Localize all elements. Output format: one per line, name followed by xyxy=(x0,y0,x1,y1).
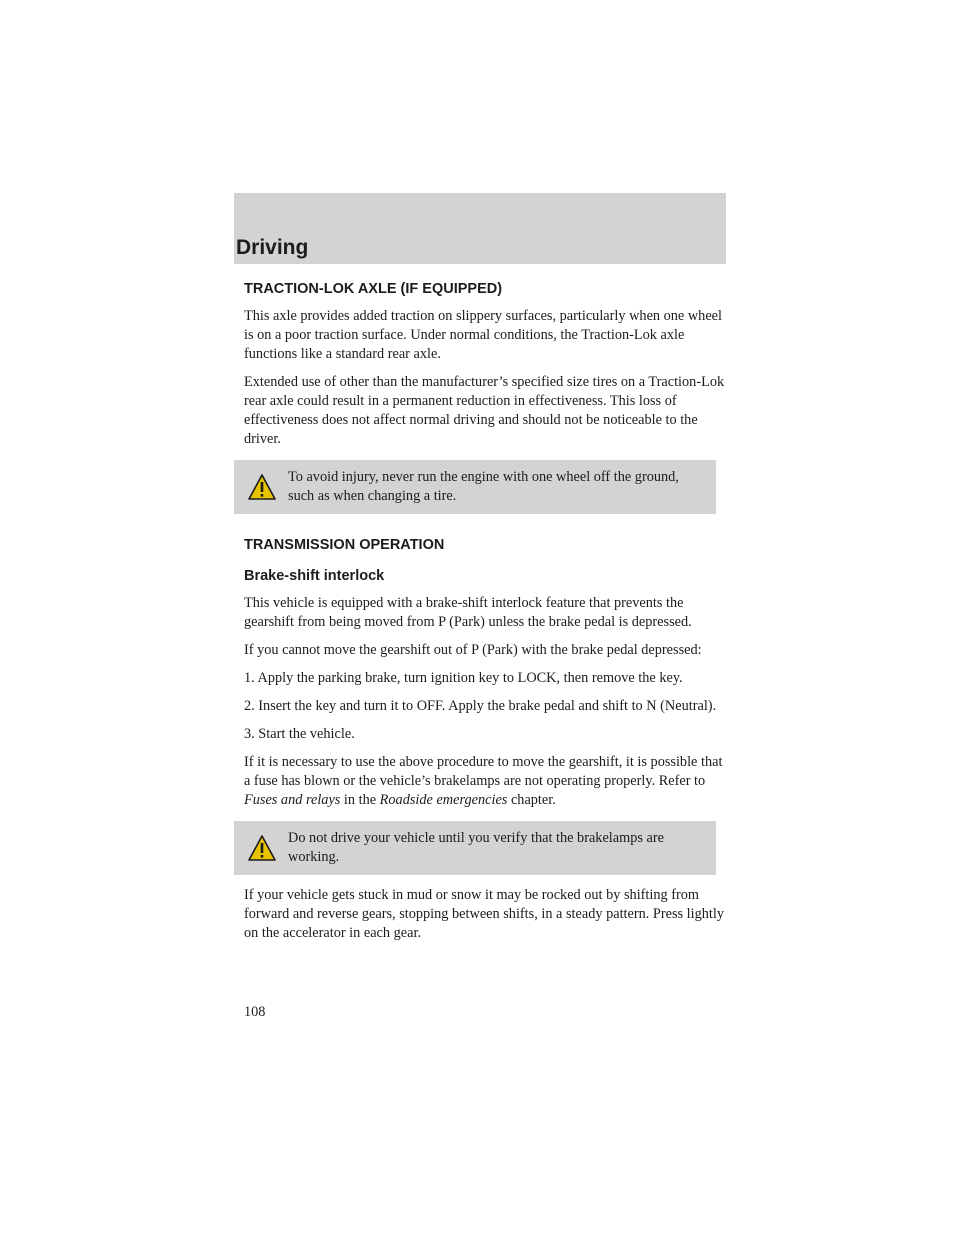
fuses-and-relays-reference: Fuses and relays xyxy=(244,792,341,808)
interlock-paragraph-2: If you cannot move the gearshift out of P (Park) with the brake pedal depressed: xyxy=(244,642,702,658)
brakelamp-warning-text: Do not drive your vehicle until you verify that the brakelamps are working. xyxy=(288,830,664,865)
interlock-paragraph-3 xyxy=(244,753,728,810)
interlock-step-2: 2. Insert the key and turn it to OFF. Apply the brake pedal and shift to N (Neutral). xyxy=(244,698,717,714)
p3-text-c: chapter. xyxy=(507,792,556,808)
page-content xyxy=(244,280,728,943)
p3-text-b: in the xyxy=(340,792,380,808)
traction-paragraph-2: Extended use of other than the manufacturer’s specified size tires on a Traction-Lok rear axle could result in a permanent reduction in effectiveness. This loss of effectiveness does not affect normal driving and should not be noticeable to the driver. xyxy=(244,374,725,447)
p3-text-a: If it is necessary to use the above procedure to move the gearshift, it is possible that a fuse has blown or the vehicle’s brakelamps are not operating properly. Refer to xyxy=(244,754,723,789)
warning-triangle-icon xyxy=(247,834,277,862)
traction-warning-text: To avoid injury, never run the engine with one wheel off the ground, such as when changing a tire. xyxy=(288,469,679,504)
interlock-step-3: 3. Start the vehicle. xyxy=(244,726,355,742)
transmission-heading: TRANSMISSION OPERATION xyxy=(244,537,445,553)
traction-paragraph-1: This axle provides added traction on slippery surfaces, particularly when one wheel is on a poor traction surface. Under normal conditions, the Traction-Lok axle functions like a standard rear axle. xyxy=(244,308,722,362)
interlock-paragraph-1: This vehicle is equipped with a brake-shift interlock feature that prevents the gearshift from being moved from P (Park) unless the brake pedal is depressed. xyxy=(244,595,692,630)
interlock-step-1: 1. Apply the parking brake, turn ignition key to LOCK, then remove the key. xyxy=(244,670,683,686)
page-number: 108 xyxy=(244,1004,266,1020)
traction-heading: TRACTION-LOK AXLE (IF EQUIPPED) xyxy=(244,281,503,297)
traction-warning-box xyxy=(234,460,716,514)
warning-triangle-icon xyxy=(247,473,277,501)
brakelamp-warning-box xyxy=(234,821,716,875)
roadside-emergencies-reference: Roadside emergencies xyxy=(379,792,508,808)
stuck-in-mud-paragraph: If your vehicle gets stuck in mud or snow it may be rocked out by shifting from forward and reverse gears, stopping between shifts, in a steady pattern. Press lightly on the accelerator in each gear. xyxy=(244,887,725,941)
brake-shift-subheading: Brake-shift interlock xyxy=(244,568,385,584)
section-title: Driving xyxy=(236,236,309,259)
